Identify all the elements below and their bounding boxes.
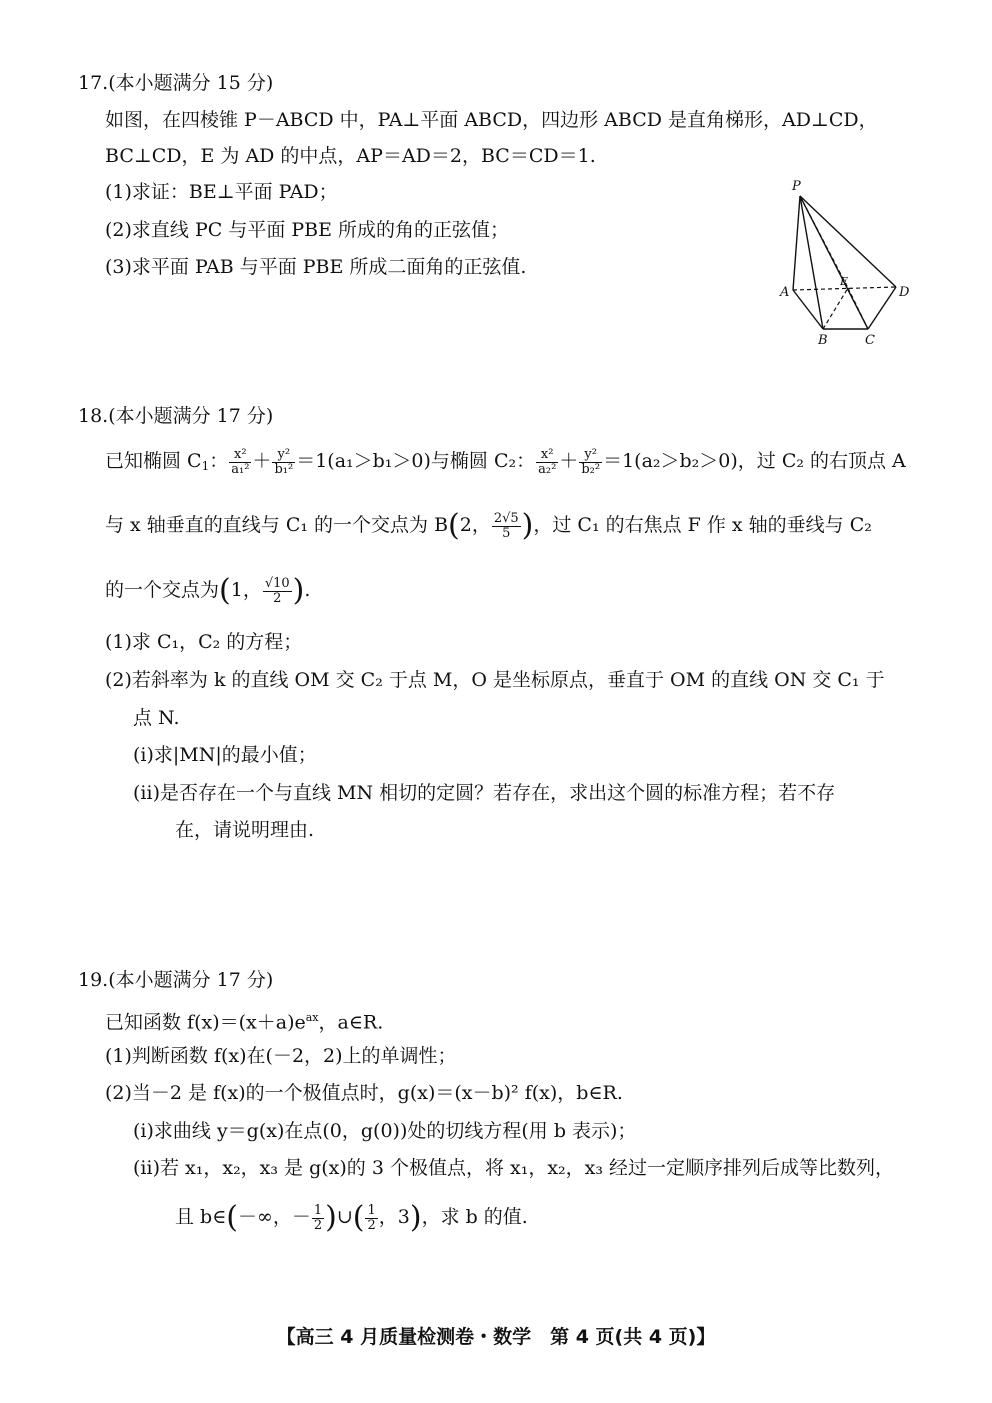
label-d: D	[899, 285, 910, 300]
q19-stem: 已知函数 $f(x)=(x+a)e^{ax}$，a∈R.	[105, 1011, 384, 1034]
fraction-x2-a1: $\frac{\text{x²}}{\text{a₁²}}$	[231, 446, 250, 477]
q18-part-2-line-2: 点 N.	[133, 707, 180, 729]
page-footer: 【高三 4 月质量检测卷・数学 第 4 页(共 4 页)】	[276, 1326, 716, 1348]
q18-stem-line-2: 与 x 轴垂直的直线与 C₁ 的一个交点为 B(2， $\frac{2√5}{5}$ )，过 C₁ 的右焦点 F 作 x 轴的垂线与 C₂	[105, 508, 872, 543]
q19-part-1: (1)判断函数 f(x)在(－2，2)上的单调性；	[105, 1045, 457, 1067]
fraction-y2-b1: $\frac{\text{y²}}{\text{b₁²}}$	[274, 446, 294, 477]
q17-header: 17.(本小题满分 15 分)	[78, 72, 274, 94]
q17-part-1: (1)求证：BE⊥平面 PAD；	[105, 181, 338, 203]
q17-part-2: (2)求直线 PC 与平面 PBE 所成的角的正弦值；	[105, 219, 510, 241]
fraction-point-y: $\frac{√10}{2}$	[264, 575, 290, 606]
label-p: P	[792, 179, 801, 194]
q18-header: 18.(本小题满分 17 分)	[78, 405, 274, 427]
label-a: A	[780, 285, 790, 300]
q19-part-2-ii-line-1: (ⅱ)若 x₁，x₂，x₃ 是 g(x)的 3 个极值点，将 x₁，x₂，x₃ 经过一定顺序排列后成等比数列，	[133, 1157, 895, 1179]
q18-part-2-ii-line-2: 在，请说明理由.	[175, 819, 315, 841]
edge-ab	[793, 290, 823, 329]
pyramid-diagram	[778, 172, 928, 352]
fraction-x2-a2: $\frac{\text{x²}}{\text{a₂²}}$	[538, 446, 557, 477]
q19-part-2: (2)当－2 是 f(x)的一个极值点时，g(x)＝(x－b)² f(x)，b∈R.	[105, 1082, 623, 1104]
fraction-half-2: $\frac{1}{2}$	[367, 1202, 376, 1233]
q19-part-2-i: (ⅰ)求曲线 y＝g(x)在点(0，g(0))处的切线方程(用 b 表示)；	[133, 1120, 637, 1142]
q19-part-2-ii-line-2: 且 b∈(－∞，－ $\frac{1}{2}$ )∪( $\frac{1}{2}$ ，3)，求 b 的值.	[175, 1200, 528, 1235]
q18-part-1: (1)求 C₁，C₂ 的方程；	[105, 631, 303, 653]
pyramid-figure	[778, 172, 928, 352]
q17-stem-line-2: BC⊥CD，E 为 AD 的中点，AP＝AD＝2，BC＝CD＝1.	[105, 145, 596, 167]
label-b: B	[818, 333, 828, 348]
fraction-y2-b2: $\frac{\text{y²}}{\text{b₂²}}$	[581, 446, 601, 477]
q18-part-2-line-1: (2)若斜率为 k 的直线 OM 交 C₂ 于点 M，O 是坐标原点，垂直于 OM 的直线 ON 交 C₁ 于	[105, 669, 885, 691]
label-c: C	[865, 333, 875, 348]
label-e: E	[840, 275, 849, 288]
q18-part-2-ii-line-1: (ⅱ)是否存在一个与直线 MN 相切的定圆？若存在，求出这个圆的标准方程；若不存	[133, 782, 836, 804]
edge-ec-hidden	[848, 288, 868, 329]
edge-pb	[800, 196, 823, 329]
q17-part-3: (3)求平面 PAB 与平面 PBE 所成二面角的正弦值.	[105, 256, 527, 278]
edge-pd	[800, 196, 896, 287]
q18-stem-line-1: 已知椭圆 $C_1$： $\frac{\text{x²}}{\text{a₁²}}$ ＋ $\frac{\text{y²}}{\text{b₁²}}$ ＝1(a₁＞b₁＞0)与椭圆 C₂： $\frac{\text{x²}}{\text{a₂²}}$ ＋ $\frac{\text{y²}}{\text{b₂²}}$ ＝1(a₂＞b₂＞0)，过 C₂ 的右顶点 A	[105, 446, 906, 477]
fraction-half-1: $\frac{1}{2}$	[313, 1202, 323, 1233]
q17-stem-line-1: 如图，在四棱锥 P－ABCD 中，PA⊥平面 ABCD，四边形 ABCD 是直角梯形，AD⊥CD，	[105, 109, 878, 131]
q18-stem-line-3: 的一个交点为(1， $\frac{√10}{2}$ ).	[105, 573, 311, 608]
fraction-b-y: $\frac{2√5}{5}$	[493, 510, 519, 541]
q18-part-2-i: (ⅰ)求|MN|的最小值；	[133, 744, 317, 766]
edge-be-hidden	[823, 288, 848, 329]
edge-pa	[793, 196, 800, 290]
q19-header: 19.(本小题满分 17 分)	[78, 969, 274, 991]
edge-cd	[868, 287, 896, 329]
